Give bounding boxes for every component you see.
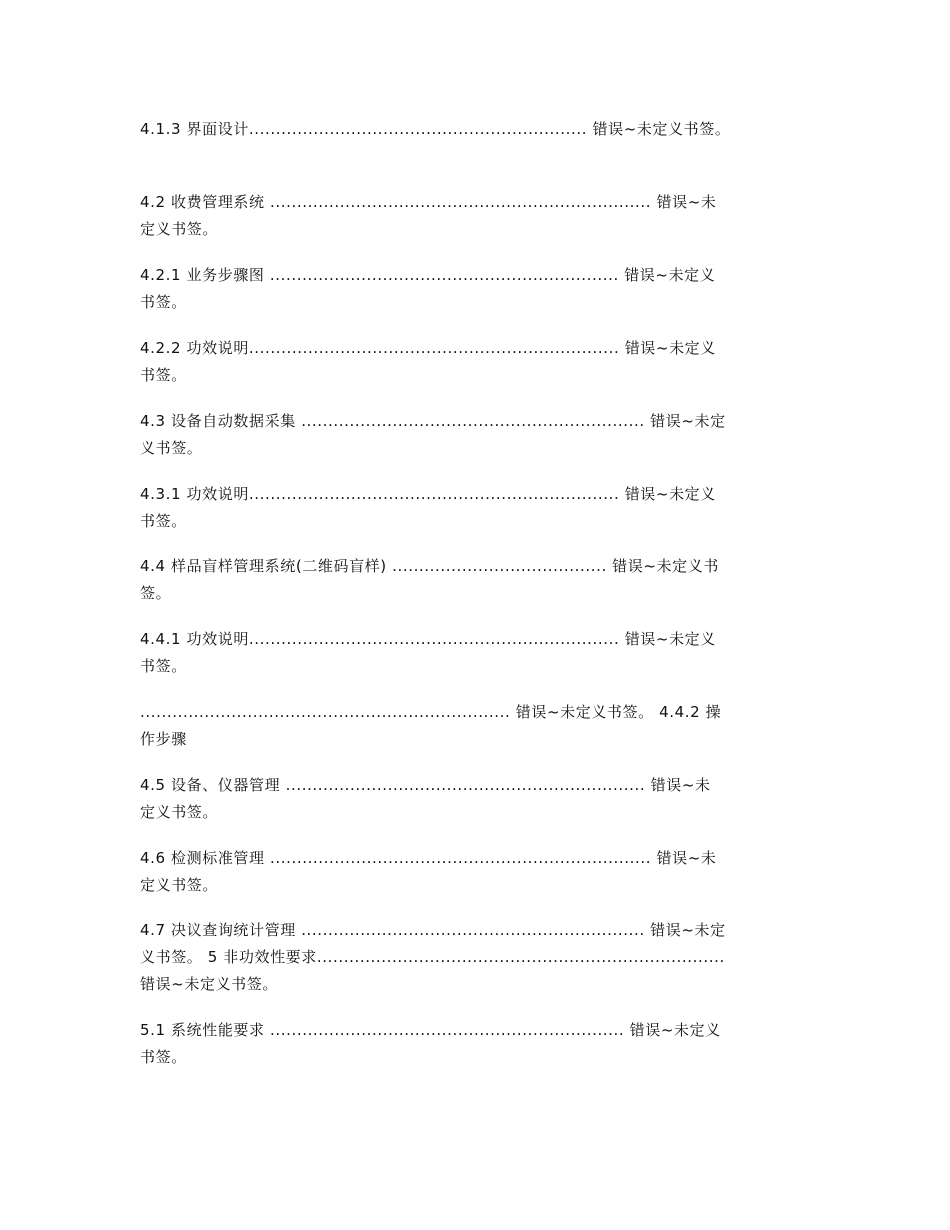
toc-entry-4-4[interactable]: 4.4 样品盲样管理系统(二维码盲样) ........................................ 错误~未定义书 <box>140 557 719 575</box>
toc-entry-4-2-2[interactable]: 4.2.2 功效说明..................................................................... 错误~未定义 <box>140 339 716 357</box>
toc-entry-4-4-1-cont[interactable]: 书签。 <box>140 657 187 675</box>
toc-entry-4-2-1[interactable]: 4.2.1 业务步骤图 ................................................................. 错误~未定义 <box>140 266 716 284</box>
toc-entry-4-7[interactable]: 4.7 决议查询统计管理 ................................................................ 错误~未定 <box>140 921 726 939</box>
toc-entry-4-4-2-cont[interactable]: 作步骤 <box>140 730 187 748</box>
toc-entry-5-1[interactable]: 5.1 系统性能要求 .................................................................. 错误~未定义 <box>140 1021 721 1039</box>
toc-entry-4-4-2[interactable]: ..................................................................... 错误~未定义书签。 4.4.2 操 <box>140 703 722 721</box>
toc-entry-4-4-cont[interactable]: 签。 <box>140 584 172 602</box>
toc-entry-4-3-1-cont[interactable]: 书签。 <box>140 512 187 530</box>
toc-entry-4-2-2-cont[interactable]: 书签。 <box>140 366 187 384</box>
toc-entry-4-2-cont[interactable]: 定义书签。 <box>140 220 219 238</box>
toc-entry-4-2[interactable]: 4.2 收费管理系统 ....................................................................... 错误~未 <box>140 193 717 211</box>
toc-entry-4-2-1-cont[interactable]: 书签。 <box>140 293 187 311</box>
toc-entry-4-3-1[interactable]: 4.3.1 功效说明..................................................................... 错误~未定义 <box>140 485 716 503</box>
toc-entry-4-5-cont[interactable]: 定义书签。 <box>140 803 219 821</box>
toc-entry-4-6[interactable]: 4.6 检测标准管理 ....................................................................... 错误~未 <box>140 849 717 867</box>
toc-entry-5-cont[interactable]: 错误~未定义书签。 <box>140 975 278 993</box>
toc-entry-4-5[interactable]: 4.5 设备、仪器管理 ................................................................... 错误~未 <box>140 776 711 794</box>
toc-entry-4-6-cont[interactable]: 定义书签。 <box>140 876 219 894</box>
toc-entry-4-7-cont[interactable]: 义书签。 5 非功效性要求............................................................................ <box>140 948 725 966</box>
toc-entry-4-1-3[interactable]: 4.1.3 界面设计............................................................... 错误~未定义书签。 <box>140 120 731 138</box>
toc-entry-4-3[interactable]: 4.3 设备自动数据采集 ................................................................ 错误~未定 <box>140 412 726 430</box>
toc-entry-5-1-cont[interactable]: 书签。 <box>140 1048 187 1066</box>
toc-entry-4-4-1[interactable]: 4.4.1 功效说明..................................................................... 错误~未定义 <box>140 630 716 648</box>
toc-entry-4-3-cont[interactable]: 义书签。 <box>140 439 203 457</box>
